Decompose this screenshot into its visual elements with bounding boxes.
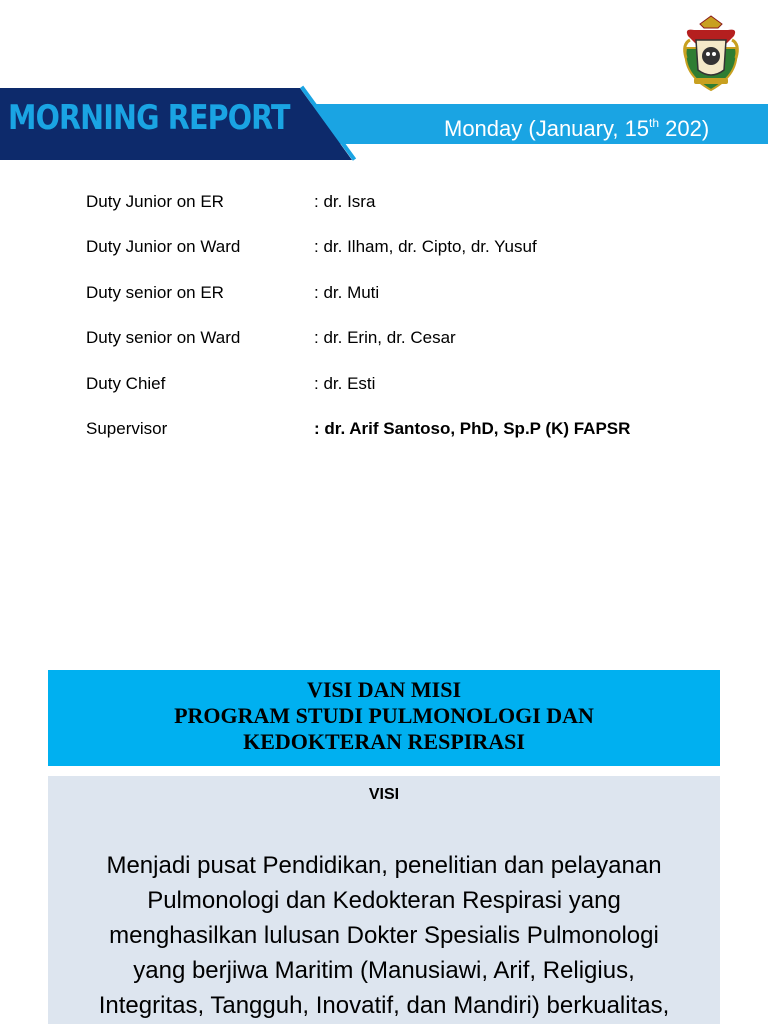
visi-text-line: yang berjiwa Maritim (Manusiawi, Arif, Religius, [133, 957, 635, 984]
report-date-prefix: Monday (January, 15 [444, 116, 650, 141]
duty-roster [86, 192, 746, 464]
duty-row-junior-ward [86, 237, 746, 282]
visi-misi-heading [48, 670, 720, 766]
duty-label: Duty senior on Ward [86, 328, 241, 348]
duty-row-senior-er [86, 283, 746, 328]
duty-value: : dr. Muti [314, 282, 380, 302]
duty-label: Supervisor [86, 418, 168, 438]
visi-subtitle: VISI [368, 786, 400, 803]
visi-text-line: Menjadi pusat Pendidikan, penelitian dan pelayanan [106, 852, 662, 879]
duty-value: : dr. Esti [314, 373, 376, 393]
duty-value: : dr. Erin, dr. Cesar [314, 328, 456, 348]
duty-row-supervisor [86, 419, 746, 464]
visi-text-line: menghasilkan lulusan Dokter Spesialis Pulmonologi [109, 922, 659, 949]
heading-line: VISI DAN MISI [306, 677, 462, 702]
visi-text-line: Integritas, Tangguh, Inovatif, dan Mandiri) berkualitas, [98, 992, 670, 1019]
duty-value: : dr. Arif Santoso, PhD, Sp.P (K) FAPSR [314, 418, 631, 438]
report-date-suffix: 202) [659, 116, 710, 141]
heading-line: PROGRAM STUDI PULMONOLOGI DAN [174, 703, 594, 728]
heading-line: KEDOKTERAN RESPIRASI [243, 729, 525, 754]
report-date-sup: th [649, 116, 660, 130]
page-title: MORNING REPORT [8, 98, 290, 138]
report-date [444, 116, 709, 142]
university-crest-icon [680, 14, 742, 94]
duty-row-chief [86, 374, 746, 419]
visi-body [48, 776, 720, 1024]
duty-label: Duty senior on ER [86, 282, 224, 302]
duty-row-junior-er [86, 192, 746, 237]
duty-label: Duty Junior on Ward [86, 237, 241, 257]
duty-value: : dr. Isra [314, 192, 376, 211]
header-banner [0, 88, 768, 160]
visi-text-line: Pulmonologi dan Kedokteran Respirasi yang [147, 887, 621, 914]
duty-label: Duty Junior on ER [86, 192, 224, 211]
visi-text [48, 848, 720, 1023]
duty-row-senior-ward [86, 328, 746, 373]
duty-value: : dr. Ilham, dr. Cipto, dr. Yusuf [314, 237, 537, 257]
duty-label: Duty Chief [86, 373, 166, 393]
